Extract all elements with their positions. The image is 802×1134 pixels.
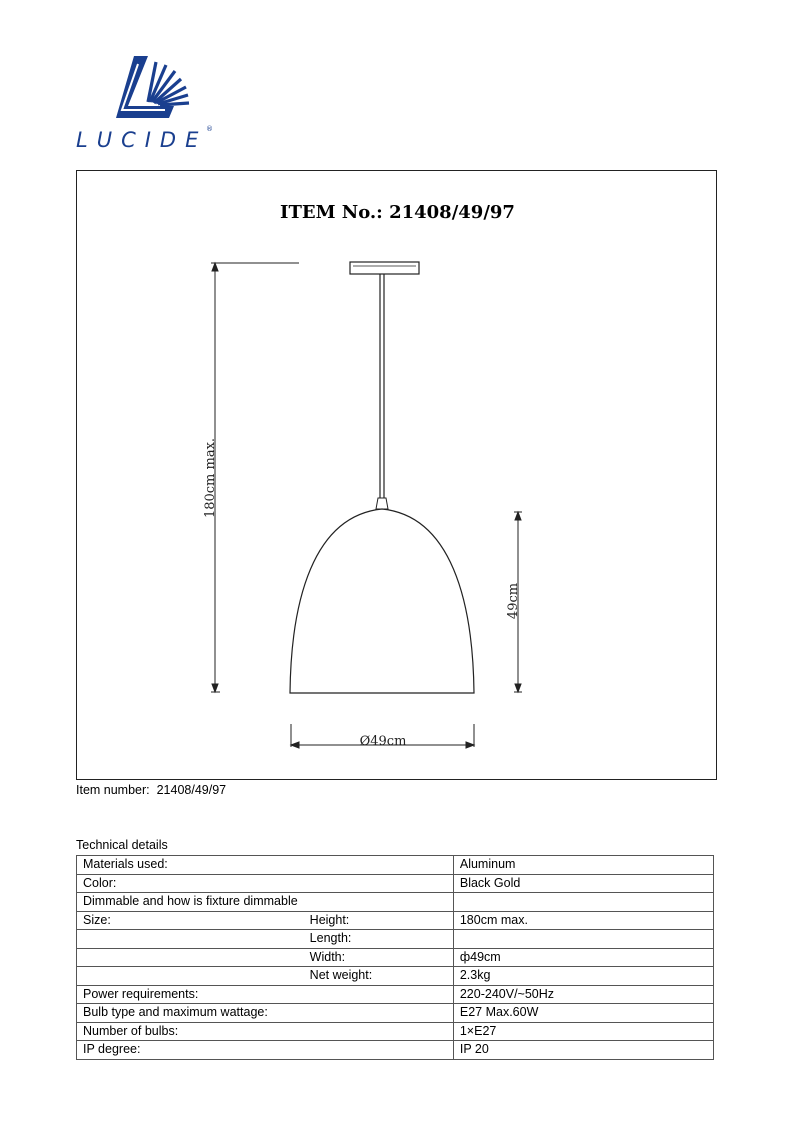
row-value: 180cm max. bbox=[453, 911, 713, 930]
table-row bbox=[77, 911, 714, 930]
row-sublabel bbox=[304, 1004, 454, 1023]
drawing-title: ITEM No.: 21408/49/97 bbox=[280, 202, 515, 223]
row-value: ф49cm bbox=[453, 948, 713, 967]
technical-drawing bbox=[76, 170, 717, 780]
row-value: IP 20 bbox=[453, 1041, 713, 1060]
technical-details-table bbox=[76, 855, 714, 1060]
table-row bbox=[77, 985, 714, 1004]
table-row bbox=[77, 1022, 714, 1041]
logo-mark-icon bbox=[116, 56, 189, 118]
table-row bbox=[77, 967, 714, 986]
row-label: Color: bbox=[77, 874, 304, 893]
row-value bbox=[453, 893, 713, 912]
height-dimension bbox=[211, 263, 299, 692]
row-sublabel bbox=[304, 1022, 454, 1041]
item-number-label: Item number: bbox=[76, 783, 150, 797]
row-sublabel: Width: bbox=[304, 948, 454, 967]
row-value: 220-240V/~50Hz bbox=[453, 985, 713, 1004]
row-label bbox=[77, 948, 304, 967]
row-sublabel: Net weight: bbox=[304, 967, 454, 986]
row-sublabel bbox=[304, 874, 454, 893]
row-value: 2.3kg bbox=[453, 967, 713, 986]
registered-mark: ® bbox=[206, 125, 213, 133]
item-number-line bbox=[76, 783, 226, 797]
row-sublabel bbox=[304, 856, 454, 875]
row-sublabel: Length: bbox=[304, 930, 454, 949]
row-label bbox=[77, 967, 304, 986]
row-value bbox=[453, 930, 713, 949]
table-row bbox=[77, 930, 714, 949]
row-label: Size: bbox=[77, 911, 304, 930]
table-row bbox=[77, 1004, 714, 1023]
pendant-drawing bbox=[77, 171, 718, 781]
table-row bbox=[77, 1041, 714, 1060]
row-label: Materials used: bbox=[77, 856, 304, 875]
height-label: 180cm max. bbox=[203, 437, 218, 519]
row-value: 1×E27 bbox=[453, 1022, 713, 1041]
diameter-label: Ø49cm bbox=[359, 734, 407, 749]
row-label: Power requirements: bbox=[77, 985, 304, 1004]
row-value: Black Gold bbox=[453, 874, 713, 893]
table-row bbox=[77, 893, 714, 912]
technical-details-heading: Technical details bbox=[76, 838, 168, 852]
row-label bbox=[77, 930, 304, 949]
lamp-shade bbox=[290, 509, 474, 693]
row-sublabel bbox=[304, 1041, 454, 1060]
row-sublabel bbox=[304, 893, 454, 912]
row-sublabel: Height: bbox=[304, 911, 454, 930]
ceiling-canopy bbox=[350, 262, 419, 274]
table-row bbox=[77, 874, 714, 893]
item-number-value: 21408/49/97 bbox=[156, 783, 227, 797]
row-sublabel bbox=[304, 985, 454, 1004]
row-value: Aluminum bbox=[453, 856, 713, 875]
row-label: Dimmable and how is fixture dimmable bbox=[77, 893, 304, 912]
table-row bbox=[77, 948, 714, 967]
row-label: Number of bulbs: bbox=[77, 1022, 304, 1041]
row-value: E27 Max.60W bbox=[453, 1004, 713, 1023]
shade-height-label: 49cm bbox=[506, 582, 521, 620]
row-label: IP degree: bbox=[77, 1041, 304, 1060]
table-row bbox=[77, 856, 714, 875]
row-label: Bulb type and maximum wattage: bbox=[77, 1004, 304, 1023]
brand-wordmark: LUCIDE bbox=[76, 128, 208, 152]
